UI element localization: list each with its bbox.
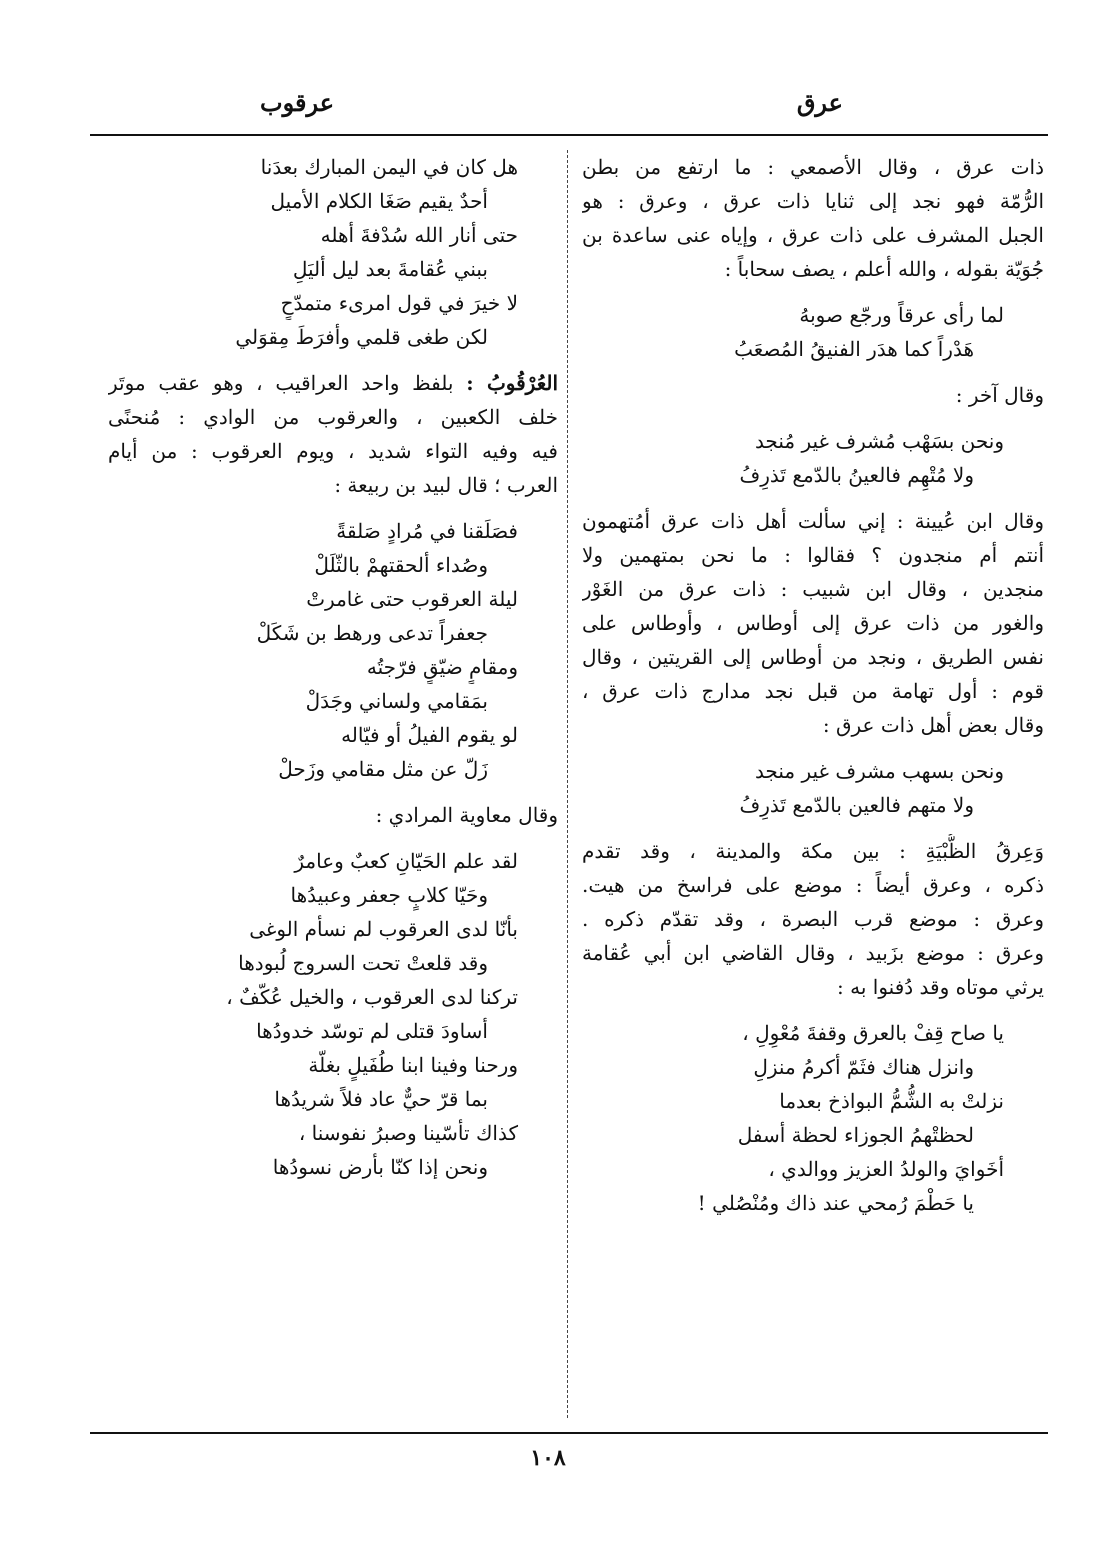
verse-line <box>108 252 558 286</box>
text-line <box>582 834 1044 868</box>
line-text: وعرق : موضع بزَبيد ، وقال القاضي ابن أبي عُقامة <box>582 941 1044 965</box>
verse-line <box>582 1186 1044 1220</box>
text-line <box>582 970 1044 1004</box>
line-text: بما قرّ حيٌّ عاد فلاً شريدُها <box>274 1087 488 1111</box>
line-text: نزلتْ به الشُّمُّ البواذخ بعدما <box>779 1089 1004 1113</box>
verse-line <box>582 424 1044 458</box>
line-text: وَعِرقُ الظُّبْيَةِ : بين مكة والمدينة ، وقد تقدم <box>582 839 1044 863</box>
block-gap <box>582 742 1044 754</box>
verse-line <box>582 332 1044 366</box>
text-line <box>582 606 1044 640</box>
text-line <box>582 708 1044 742</box>
text-line <box>582 150 1044 184</box>
verse-line <box>108 286 558 320</box>
footer-rule <box>90 1432 1048 1434</box>
block-gap <box>582 286 1044 298</box>
text-line <box>108 366 558 400</box>
header-rule <box>90 134 1048 136</box>
text-line <box>108 468 558 502</box>
text-line <box>582 378 1044 412</box>
line-text: لحظتْهمُ الجوزاء لحظة أسفل <box>737 1123 974 1147</box>
line-text: لو يقوم الفيلُ أو فيّاله <box>341 723 518 747</box>
verse-line <box>108 718 558 752</box>
line-text: وقال آخر : <box>955 383 1044 407</box>
text-line <box>582 184 1044 218</box>
verse-line <box>108 1048 558 1082</box>
text-line <box>582 902 1044 936</box>
line-text: يا حَطْمَ رُمحي عند ذاك ومُنْصُلي ! <box>697 1191 974 1215</box>
line-text: قوم : أول تهامة من قبل نجد مدارج ذات عرق ، <box>582 679 1044 703</box>
line-text: وصُداء ألحقتهمْ بالثّلَلْ <box>314 553 488 577</box>
verse-line <box>108 184 558 218</box>
block-gap <box>108 786 558 798</box>
line-text: هل كان في اليمن المبارك بعدَنا <box>260 155 518 179</box>
line-text: يرثي موتاه وقد دُفنوا به : <box>837 975 1044 999</box>
verse-line <box>108 514 558 548</box>
line-text: خلف الكعبين ، والعرقوب من الوادي : مُنحنًى <box>108 405 558 429</box>
line-text: نفس الطريق ، ونجد من أوطاس إلى القريتين ، وقال <box>582 645 1044 669</box>
line-text: وانزل هناك فثَمّ أكرمُ منزلِ <box>753 1055 974 1079</box>
line-text: ولا متهم فالعين بالدّمع تَذرِفُ <box>739 793 974 817</box>
line-text: لا خيرَ في قول امرىء متمدّحٍ <box>280 291 518 315</box>
running-head-right: عرق <box>796 88 843 117</box>
line-text: ذات عرق ، وقال الأصمعي : ما ارتفع من بطن <box>582 155 1044 179</box>
left-column <box>108 150 558 1184</box>
line-text: هَدْراً كما هدَر الفنيقُ المُصعَبُ <box>734 337 974 361</box>
right-column <box>582 150 1044 1220</box>
line-text: ونحن بسَهْب مُشرف غير مُنجد <box>754 429 1004 453</box>
verse-line <box>582 754 1044 788</box>
text-line <box>582 538 1044 572</box>
line-text: ومقامٍ ضيّقٍ فرّجتُه <box>366 655 518 679</box>
line-text: الرُّمّة فهو نجد إلى ثنايا ذات عرق ، وعرق : هو <box>582 189 1044 213</box>
line-text: ولا مُتْهِم فالعينُ بالدّمع تَذرِفُ <box>739 463 974 487</box>
line-text: حتى أنار الله سُدْفةَ أهله <box>320 223 518 247</box>
verse-line <box>582 788 1044 822</box>
block-gap <box>108 502 558 514</box>
verse-line <box>108 582 558 616</box>
page-header <box>90 88 1048 128</box>
verse-line <box>108 946 558 980</box>
line-text: وقال بعض أهل ذات عرق : <box>822 713 1044 737</box>
verse-line <box>108 1082 558 1116</box>
line-text: والغور من ذات عرق إلى أوطاس ، وأوطاس على <box>582 611 1044 635</box>
block-gap <box>582 366 1044 378</box>
line-text: بمَقامي ولساني وجَدَلْ <box>305 689 488 713</box>
block-gap <box>582 822 1044 834</box>
running-head-left: عرقوب <box>260 88 335 117</box>
line-text: وقد قلعتْ تحت السروج لُبودها <box>238 951 488 975</box>
line-text: جعفراً تدعى ورهط بن شَكَلْ <box>256 621 488 645</box>
verse-line <box>108 1014 558 1048</box>
verse-line <box>582 1084 1044 1118</box>
line-text: أحدٌ يقيم صَغَا الكلام الأميل <box>270 189 488 213</box>
block-gap <box>582 1004 1044 1016</box>
entry-headword: العُرْقُوبُ : <box>466 371 558 395</box>
line-text: منجدين ، وقال ابن شبيب : ذات عرق من الغَوْر <box>582 577 1044 601</box>
verse-line <box>108 684 558 718</box>
block-gap <box>582 492 1044 504</box>
line-text: وقال معاوية المرادي : <box>375 803 558 827</box>
block-gap <box>108 832 558 844</box>
line-text: فصَلَقنا في مُرادٍ صَلقةً <box>336 519 518 543</box>
line-text: ورحنا وفينا ابنا طُفَيلٍ بغلّة <box>308 1053 518 1077</box>
verse-line <box>108 1150 558 1184</box>
verse-line <box>582 1016 1044 1050</box>
verse-line <box>582 1118 1044 1152</box>
verse-line <box>108 320 558 354</box>
verse-line <box>108 912 558 946</box>
line-text: ونحن بسهب مشرف غير منجد <box>754 759 1004 783</box>
verse-line <box>582 458 1044 492</box>
page-number: ١٠٨ <box>530 1445 566 1471</box>
line-text: يا صاح قِفْ بالعرق وقفةَ مُعْوِلِ ، <box>742 1021 1004 1045</box>
line-text: وعرق : موضع قرب البصرة ، وقد تقدّم ذكره . <box>582 907 1044 931</box>
verse-line <box>108 1116 558 1150</box>
verse-line <box>582 1152 1044 1186</box>
column-divider <box>567 150 568 1418</box>
verse-line <box>108 980 558 1014</box>
line-text: بأنّا لدى العرقوب لم نسأم الوغى <box>249 917 518 941</box>
line-text: الجبل المشرف على ذات عرق ، وإياه عنى ساعدة بن <box>582 223 1044 247</box>
line-text: تركنا لدى العرقوب ، والخيل عُكّفٌ ، <box>226 985 518 1009</box>
block-gap <box>108 354 558 366</box>
text-line <box>108 434 558 468</box>
line-text: ليلة العرقوب حتى غامرتْ <box>306 587 518 611</box>
line-text: ذكره ، وعرق أيضاً : موضع على فراسخ من هيت. <box>582 873 1044 897</box>
verse-line <box>108 218 558 252</box>
verse-line <box>108 616 558 650</box>
line-text: كذاك تأسّينا وصبرُ نفوسنا ، <box>298 1121 518 1145</box>
line-text: أساودَ قتلى لم توسّد خدودُها <box>256 1019 488 1043</box>
verse-line <box>108 650 558 684</box>
line-text: وقال ابن عُيينة : إني سألت أهل ذات عرق أمُتهمون <box>582 509 1044 533</box>
line-text: وحَيّا كلابٍ جعفر وعبيدُها <box>290 883 488 907</box>
verse-line <box>108 844 558 878</box>
text-line <box>582 218 1044 252</box>
line-text: أخَوايَ والولدُ العزيز ووالدي ، <box>768 1157 1004 1181</box>
line-text: فيه وفيه التواء شديد ، ويوم العرقوب : من أيام <box>108 439 558 463</box>
text-line <box>582 504 1044 538</box>
text-line <box>582 868 1044 902</box>
text-line <box>582 252 1044 286</box>
line-text: ببني عُقامةَ بعد ليل أليَلِ <box>292 257 488 281</box>
line-text: العرب ؛ قال لبيد بن ربيعة : <box>334 473 558 497</box>
verse-line <box>108 548 558 582</box>
line-text: لقد علم الحَيّانِ كعبٌ وعامرٌ <box>294 849 518 873</box>
verse-line <box>108 878 558 912</box>
verse-line <box>582 298 1044 332</box>
line-text: أنتم أم منجدون ؟ فقالوا : ما نحن بمتهمين ولا <box>582 543 1044 567</box>
line-text: لكن طغى قلمي وأفرَطَ مِقوَلي <box>235 325 488 349</box>
block-gap <box>582 412 1044 424</box>
verse-line <box>108 752 558 786</box>
line-text: جُوَيّة بقوله ، والله أعلم ، يصف سحاباً : <box>724 257 1044 281</box>
text-line <box>582 674 1044 708</box>
text-line <box>108 798 558 832</box>
verse-line <box>582 1050 1044 1084</box>
text-line <box>108 400 558 434</box>
line-text: لما رأى عرقاً ورجّع صوبهُ <box>799 303 1004 327</box>
text-line <box>582 572 1044 606</box>
line-text: زَلّ عن مثل مقامي وزَحلْ <box>278 757 488 781</box>
text-line <box>582 640 1044 674</box>
verse-line <box>108 150 558 184</box>
line-text: بلفظ واحد العراقيب ، وهو عقب موتَر <box>108 371 467 395</box>
text-line <box>582 936 1044 970</box>
line-text: ونحن إذا كنّا بأرض نسودُها <box>272 1155 488 1179</box>
